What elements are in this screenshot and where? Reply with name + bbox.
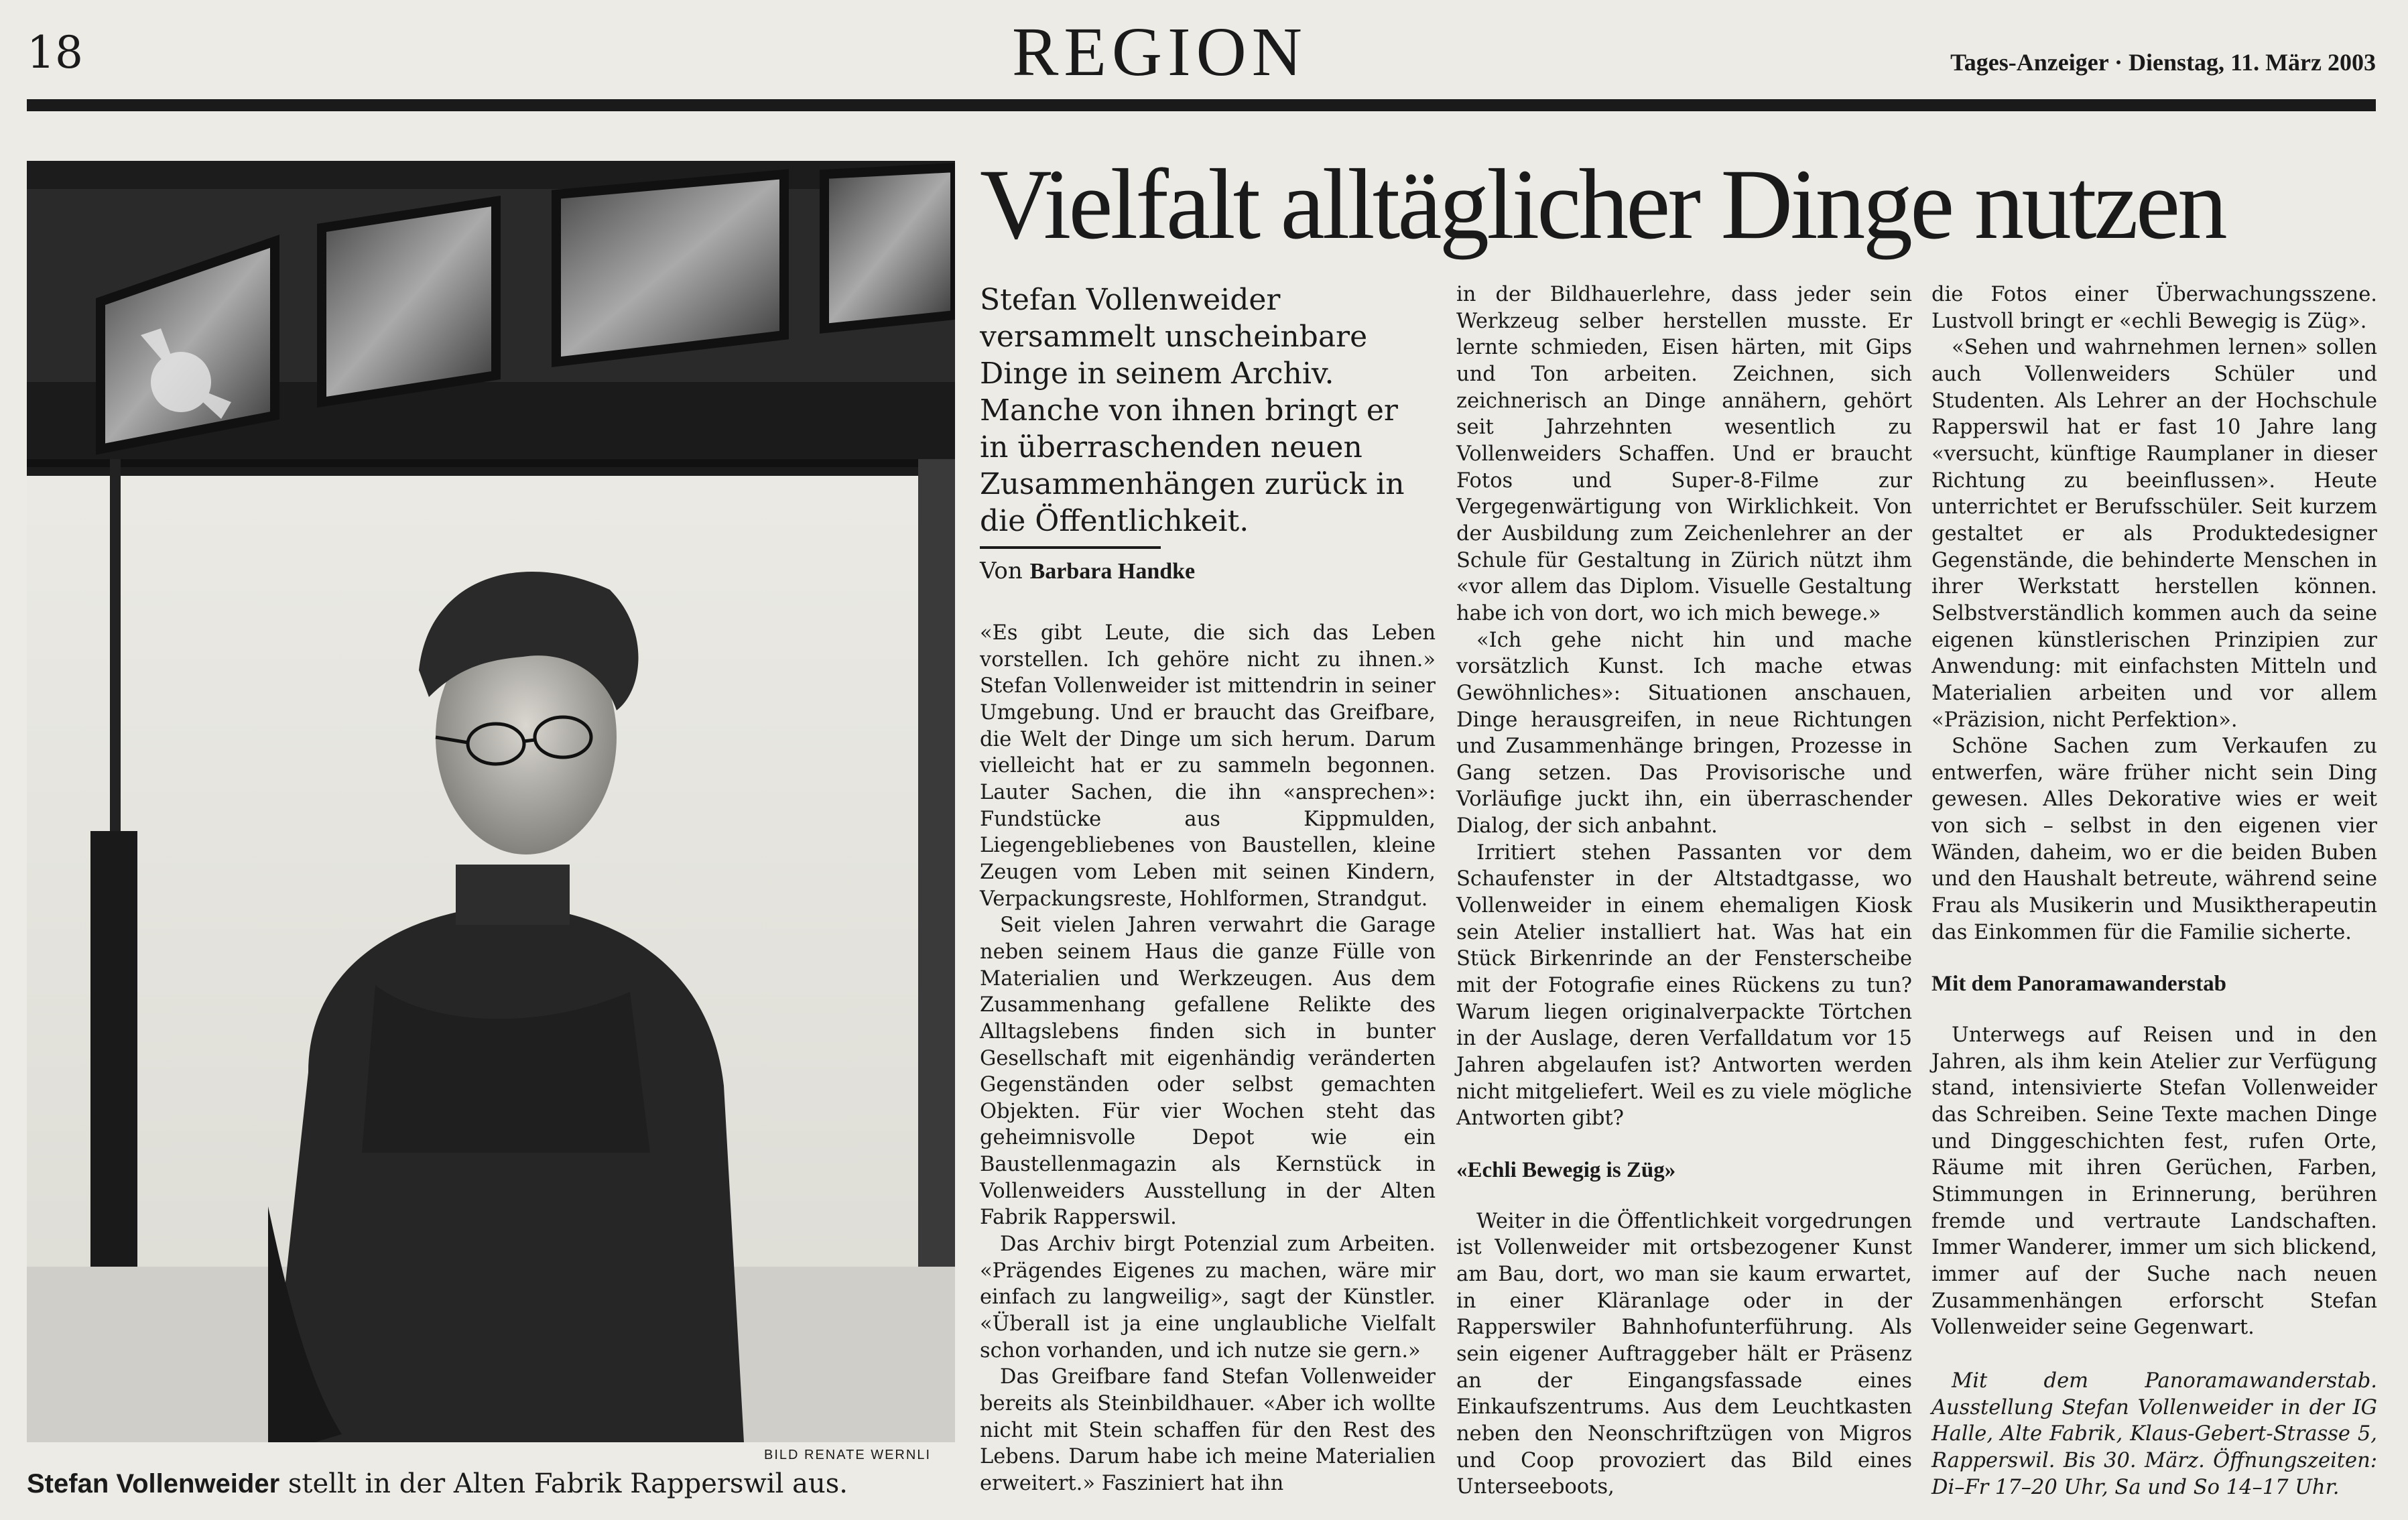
paragraph: Das Archiv birgt Potenzial zum Arbeiten. «Prägendes Eigenes zu machen, wäre mir einfach zu langweilig», sagt der Künstler. «Überall ist ja eine unglaubliche Vielfalt schon vorhanden, und ich nutze sie gern.» <box>980 1232 1436 1363</box>
paragraph: «Es gibt Leute, die sich das Leben vorstellen. Ich gehöre nicht zu ihnen.» Stefan Vollenweider ist mittendrin in seiner Umgebung. Und er braucht das Greifbare, die Welt der Dinge um sich herum. Darum vielleicht hat er zu sammeln begonnen. Lauter Sachen, die ihn «ansprechen»: Fundstücke aus Kippmulden, Liegengebliebenes von Baustellen, kleine Zeugen vom Leben mit seinen Kindern, Verpackungsreste, Hohlformen, Strandgut. <box>980 621 1436 911</box>
paragraph: Schöne Sachen zum Verkaufen zu entwerfen, wäre früher nicht sein Ding gewesen. Alles Dekorative wies er weit von sich – selbst in den eigenen vier Wänden, daheim, wo er die beiden Buben und den Haushalt betreute, während seine Frau als Musikerin und Musiktherapeutin das Einkommen für die Familie sicherte. <box>1931 735 2377 944</box>
photo-caption <box>27 1468 848 1500</box>
paragraph: Irritiert stehen Passanten vor dem Schaufenster in der Altstadtgasse, wo Vollenweider in einem ehemaligen Kiosk sein Atelier installiert hat. Was hat ein Stück Birkenrinde an der Fensterscheibe mit der Fotografie eines Rückens zu tun? Warum liegen originalverpackte Törtchen in der Auslage, deren Verfalldatum vor 15 Jahren abgelaufen ist? Antworten werden nicht mitgeliefert. Weil es zu viele mögliche Antworten gibt? <box>1456 840 1912 1131</box>
column-1 <box>980 620 1436 1497</box>
paragraph: in der Bildhauerlehre, dass jeder sein Werkzeug selber herstellen musste. Er lernte schmieden, Eisen härten, mit Gips und Ton arbeiten. Zeichnen, sich zeichnerisch an Dinge annähern, gehört seit Jahrzehnten wesentlich zu Vollenweiders Schaffen. Und er braucht Fotos und Super-8-Filme zur Vergegenwärtigung von Wirklichkeit. Von der Ausbildung zum Zeichenlehrer an der Schule für Gestaltung in Zürich nützt ihm «vor allem das Diplom. Visuelle Gestaltung habe ich von dort, wo ich mich bewege.» <box>1456 283 1912 625</box>
paragraph: «Sehen und wahrnehmen lernen» sollen auch Vollenweiders Schüler und Studenten. Als Lehrer an der Hochschule Rapperswil hat er fast 10 Jahre lang «versucht, künftige Raumplaner in dieser Richtung zu beeinflussen». Heute unterrichtet er Berufsschüler. Seit kurzem gestaltet er als Produktedesigner Gegenstände, die behinderte Menschen in ihrer Werkstatt herstellen können. Selbstverständlich kommen auch da seine eigenen künstlerischen Prinzipien zur Anwendung: mit einfachsten Mitteln und Materialien arbeiten und vor allem «Präzision, nicht Perfektion». <box>1931 336 2377 732</box>
page-number: 18 <box>27 27 83 78</box>
photo-credit: BILD RENATE WERNLI <box>764 1448 931 1462</box>
paragraph: «Ich gehe nicht hin und mache vorsätzlich Kunst. Ich mache etwas Gewöhnliches»: Situationen anschauen, Dinge herausgreifen, in neue Richtungen und Zusammenhänge bringen, Prozesse in Gang setzen. Das Provisorische und Vorläufige juckt ihn, ein überraschender Dialog, der sich anbahnt. <box>1456 628 1912 838</box>
caption-name: Stefan Vollenweider <box>27 1469 280 1499</box>
column-3 <box>1931 281 2377 1501</box>
paragraph: Seit vielen Jahren verwahrt die Garage neben seinem Haus die ganze Fülle von Materialien und Werkzeugen. Aus dem Zusammenhang gefallene Relikte des Alltagslebens finden sich in bunter Gesellschaft mit eigenhändig veränderten Gegenständen oder selbst gemachten Objekten. Für vier Wochen steht das geheimnisvolle Depot wie ein Baustellenmagazin als Kernstück in Vollenweiders Ausstellung in der Alten Fabrik Rapperswil. <box>980 913 1436 1230</box>
paragraph: Weiter in die Öffentlichkeit vorgedrungen ist Vollenweider mit ortsbezogener Kunst am Bau, dort, wo man sie kaum erwartet, in einer Kläranlage oder in der Rapperswiler Bahnhofunterführung. Als sein eigener Auftraggeber hält er Präsenz an der Eingangsfassade eines Einkaufszentrums. Aus dem Leuchtkasten neben den Neonschriftzügen von Migros und Coop provoziert das Bild eines Unterseeboots, <box>1456 1209 1912 1499</box>
portrait-photo <box>27 161 955 1442</box>
section-title: REGION <box>1012 13 1308 90</box>
byline-author: Barbara Handke <box>1029 559 1196 584</box>
byline <box>980 558 1195 584</box>
paragraph: Das Greifbare fand Stefan Vollenweider bereits als Steinbildhauer. «Aber ich wollte nicht mit Stein schaffen für den Rest des Lebens. Darum habe ich meine Materialien erweitert.» Fasziniert hat ihn <box>980 1365 1436 1495</box>
byline-prefix: Von <box>980 558 1030 584</box>
lead-paragraph: Stefan Vollenweider versammelt unscheinbare Dinge in seinem Archiv. Manche von ihnen bringt er in überraschenden neuen Zusammenhängen zurück in die Öffentlichkeit. <box>980 283 1405 538</box>
exhibition-info: Mit dem Panoramawanderstab. Ausstellung Stefan Vollenweider in der IG Halle, Alte Fabrik, Klaus-Gebert-Strasse 5, Rapperswil. Bis 30. März. Öffnungszeiten: Di–Fr 17–20 Uhr, Sa und So 14–17 Uhr. <box>1931 1369 2377 1499</box>
photo <box>27 161 955 1442</box>
subheading: «Echli Bewegig is Züg» <box>1456 1158 1676 1182</box>
paragraph: die Fotos einer Überwachungsszene. Lustvoll bringt er «echli Bewegig is Züg». <box>1931 283 2377 333</box>
subheading: Mit dem Panoramawanderstab <box>1931 972 2226 997</box>
headline: Vielfalt alltäglicher Dinge nutzen <box>980 149 2225 260</box>
paragraph: Unterwegs auf Reisen und in den Jahren, als ihm kein Atelier zur Verfügung stand, intensivierte Stefan Vollenweider das Schreiben. Seine Texte machen Dinge und Dinggeschichten fest, rufen Orte, Räume mit ihren Gerüchen, Farben, Stimmungen in Erinnerung, berühren fremde und vertraute Landschaften. Immer Wanderer, immer um sich blickend, immer auf der Suche nach neuen Zusammenhängen erforscht Stefan Vollenweider seine Gegenwart. <box>1931 1023 2377 1340</box>
byline-rule <box>980 546 1161 549</box>
masthead: Tages-Anzeiger · Dienstag, 11. März 2003 <box>1950 49 2376 76</box>
header-rule <box>27 99 2376 111</box>
column-2 <box>1456 281 1912 1501</box>
caption-text: stellt in der Alten Fabrik Rapperswil aus. <box>279 1468 848 1499</box>
